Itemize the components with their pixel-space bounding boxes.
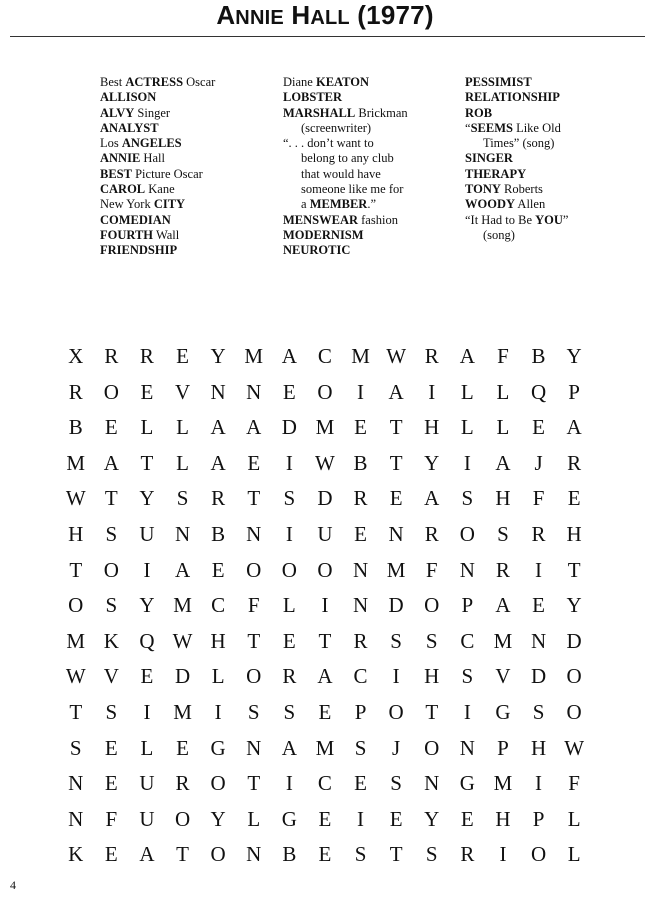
grid-letter: B	[531, 344, 547, 368]
grid-letter: T	[247, 771, 261, 796]
grid-letter: Y	[566, 593, 583, 618]
grid-letter: N	[246, 522, 262, 546]
grid-letter: S	[69, 735, 83, 760]
grid-letter: A	[139, 842, 156, 867]
grid-letter: R	[495, 557, 511, 582]
grid-letter: R	[460, 842, 475, 867]
grid-letter: R	[104, 344, 119, 368]
grid-letter: U	[139, 522, 156, 546]
grid-letter: L	[211, 664, 226, 689]
grid-letter: Q	[139, 628, 156, 653]
grid-letter: M	[386, 557, 406, 582]
grid-letter: R	[282, 664, 297, 689]
grid-letter: L	[140, 415, 154, 440]
grid-letter: M	[315, 735, 335, 760]
grid-letter: S	[532, 700, 545, 724]
word-list-entry: Best ACTRESS Oscar	[100, 75, 216, 89]
word-list-entry: THERAPY	[465, 166, 527, 181]
word-list-entry: PESSIMIST	[465, 75, 532, 89]
grid-letter: S	[247, 700, 261, 724]
grid-letter: M	[351, 344, 371, 368]
grid-letter: C	[317, 771, 333, 796]
grid-letter: Y	[566, 344, 583, 368]
word-column-2	[283, 75, 458, 259]
grid-letter: M	[493, 628, 513, 653]
grid-letter: S	[105, 522, 118, 546]
grid-letter: H	[68, 522, 84, 546]
grid-letter: N	[174, 522, 191, 546]
page-title: ANNIE HALL (1977)	[216, 0, 434, 30]
grid-letter: B	[282, 842, 297, 867]
grid-letter: F	[425, 557, 439, 582]
grid-letter: P	[354, 700, 367, 724]
grid-letter: H	[495, 806, 512, 831]
grid-letter: T	[389, 415, 404, 440]
grid-letter: I	[463, 450, 472, 475]
grid-letter: I	[357, 806, 365, 831]
grid-letter: I	[392, 664, 401, 689]
grid-letter: T	[425, 700, 439, 724]
grid-letter: I	[463, 700, 472, 724]
grid-letter: A	[459, 344, 476, 368]
grid-letter: T	[389, 450, 404, 475]
grid-letter: O	[566, 664, 583, 689]
grid-letter: S	[390, 771, 403, 796]
grid-letter: N	[210, 379, 227, 404]
grid-letter: E	[354, 522, 368, 546]
word-list	[0, 75, 650, 265]
grid-letter: O	[459, 522, 476, 546]
grid-letter: D	[388, 593, 405, 618]
grid-letter: E	[389, 486, 404, 511]
grid-letter: L	[282, 593, 297, 618]
grid-letter: R	[424, 344, 440, 368]
grid-letter: E	[104, 415, 119, 440]
grid-letter: E	[532, 415, 546, 440]
word-list-entry: CAROL Kane	[100, 182, 175, 197]
grid-letter: M	[493, 771, 513, 796]
grid-letter: W	[65, 486, 87, 511]
grid-letter: I	[285, 450, 294, 475]
grid-letter: I	[143, 557, 151, 582]
grid-letter: G	[459, 771, 476, 796]
word-list-entry: “SEEMS Like Old Times” (song)	[465, 120, 561, 151]
grid-letter: D	[174, 664, 191, 689]
word-list-entry: NEUROTIC	[283, 243, 351, 258]
grid-letter: O	[317, 557, 334, 582]
grid-letter: L	[176, 415, 190, 440]
grid-letter: R	[424, 522, 440, 546]
grid-letter: W	[315, 450, 336, 475]
grid-letter: N	[246, 735, 262, 760]
grid-letter: T	[104, 486, 119, 511]
grid-letter: I	[285, 522, 294, 546]
grid-letter: K	[68, 842, 84, 867]
grid-letter: U	[139, 806, 156, 831]
grid-letter: T	[247, 628, 261, 653]
grid-letter: O	[317, 379, 334, 404]
grid-letter: I	[535, 771, 543, 796]
grid-letter: G	[210, 735, 227, 760]
grid-letter: H	[210, 628, 227, 653]
word-list-entry: Diane KEATON	[283, 75, 370, 89]
grid-letter: P	[497, 735, 510, 760]
grid-letter: O	[103, 379, 120, 404]
grid-letter: Y	[139, 593, 156, 618]
grid-letter: E	[354, 771, 368, 796]
grid-letter: T	[176, 842, 190, 867]
grid-letter: L	[567, 806, 582, 831]
grid-letter: O	[174, 806, 191, 831]
grid-letter: A	[281, 735, 298, 760]
grid-letter: L	[460, 415, 475, 440]
grid-letter: N	[68, 806, 84, 831]
word-list-entry: FOURTH Wall	[100, 227, 180, 242]
grid-letter: E	[104, 771, 119, 796]
grid-letter: M	[66, 628, 86, 653]
word-list-entry: COMEDIAN	[100, 212, 171, 227]
grid-letter: S	[176, 486, 189, 511]
word-list-entry: BEST Picture Oscar	[100, 166, 203, 181]
grid-letter: E	[318, 842, 332, 867]
grid-letter: P	[532, 806, 545, 831]
grid-letter: O	[246, 557, 262, 582]
grid-letter: M	[315, 415, 335, 440]
grid-letter: E	[318, 700, 332, 724]
grid-letter: I	[357, 379, 365, 404]
grid-letter: A	[174, 557, 191, 582]
grid-letter: E	[460, 806, 475, 831]
grid-letter: A	[495, 593, 512, 618]
grid-letter: N	[352, 593, 369, 618]
grid-letter: C	[317, 344, 333, 368]
word-column-1	[100, 75, 275, 259]
grid-letter: F	[105, 806, 118, 831]
grid-letter: T	[389, 842, 404, 867]
grid-letter: E	[104, 842, 119, 867]
grid-letter: P	[568, 379, 581, 404]
grid-letter: O	[68, 593, 84, 618]
grid-letter: N	[68, 771, 84, 796]
grid-letter: E	[247, 450, 261, 475]
grid-letter: R	[567, 450, 582, 475]
grid-letter: I	[428, 379, 436, 404]
grid-letter: E	[318, 806, 332, 831]
grid-letter: T	[318, 628, 332, 653]
title-divider	[10, 36, 645, 37]
grid-letter: T	[69, 557, 83, 582]
grid-letter: W	[65, 664, 87, 689]
grid-letter: B	[353, 450, 369, 475]
grid-letter: Y	[424, 450, 440, 475]
grid-letter: H	[495, 486, 512, 511]
grid-letter: S	[354, 842, 367, 867]
grid-letter: S	[354, 735, 367, 760]
word-list-entry: “It Had to Be YOU” (song)	[465, 212, 569, 242]
grid-letter: N	[352, 557, 369, 582]
grid-letter: W	[386, 344, 407, 368]
grid-letter: N	[246, 379, 262, 404]
grid-letter: E	[211, 557, 226, 582]
grid-letter: E	[176, 344, 190, 368]
word-list-entry: ROB	[465, 105, 493, 120]
grid-letter: H	[424, 415, 440, 440]
grid-letter: O	[388, 700, 405, 724]
grid-letter: R	[353, 486, 369, 511]
grid-letter: I	[321, 593, 329, 618]
grid-letter: R	[531, 522, 547, 546]
word-list-entry: WOODY Allen	[465, 197, 546, 212]
word-list-entry: FRIENDSHIP	[100, 243, 178, 258]
grid-letter: S	[497, 522, 510, 546]
grid-letter: M	[173, 593, 193, 618]
grid-letter: M	[66, 450, 86, 475]
grid-letter: S	[425, 628, 439, 653]
word-list-entry: LOBSTER	[283, 90, 343, 105]
grid-letter: C	[353, 664, 369, 689]
word-list-entry: ALLISON	[100, 90, 157, 105]
grid-letter: I	[285, 771, 294, 796]
grid-letter: T	[247, 486, 261, 511]
word-column-3	[465, 75, 640, 243]
grid-letter: L	[140, 735, 154, 760]
grid-letter: X	[68, 344, 84, 368]
grid-letter: E	[176, 735, 190, 760]
grid-letter: N	[424, 771, 440, 796]
grid-letter: U	[317, 522, 334, 546]
grid-letter: T	[140, 450, 154, 475]
grid-letter: E	[282, 628, 297, 653]
grid-letter: D	[281, 415, 298, 440]
grid-letter: P	[461, 593, 474, 618]
grid-letter: A	[495, 450, 512, 475]
grid-letter: A	[317, 664, 334, 689]
grid-letter: O	[210, 842, 227, 867]
grid-letter: D	[530, 664, 547, 689]
grid-letter: A	[210, 415, 227, 440]
grid-letter: E	[140, 379, 154, 404]
grid-letter: R	[175, 771, 191, 796]
word-list-entry: MODERNISM	[283, 227, 364, 242]
grid-letter: E	[567, 486, 582, 511]
grid-letter: S	[105, 593, 118, 618]
grid-letter: M	[244, 344, 264, 368]
grid-letter: O	[103, 557, 120, 582]
word-list-entry: ANALYST	[100, 120, 159, 135]
grid-letter: N	[459, 557, 476, 582]
grid-letter: L	[567, 842, 582, 867]
grid-letter: S	[105, 700, 118, 724]
word-list-entry: Los ANGELES	[100, 136, 182, 151]
grid-letter: T	[567, 557, 582, 582]
word-list-entry: SINGER	[465, 151, 513, 166]
word-list-entry: ALVY Singer	[100, 105, 171, 120]
word-list-entry: “. . . don’t want to belong to any club that would have someone like me for a MEMBER.”	[283, 136, 404, 212]
grid-letter: H	[530, 735, 547, 760]
grid-letter: Q	[530, 379, 547, 404]
grid-letter: O	[566, 700, 583, 724]
word-list-entry: RELATIONSHIP	[465, 90, 560, 105]
grid-letter: O	[424, 735, 440, 760]
grid-letter: T	[69, 700, 83, 724]
grid-letter: D	[317, 486, 334, 511]
grid-letter: H	[566, 522, 583, 546]
grid-letter: L	[247, 806, 261, 831]
grid-letter: O	[530, 842, 547, 867]
grid-letter: E	[282, 379, 297, 404]
grid-letter: N	[459, 735, 476, 760]
grid-letter: R	[353, 628, 369, 653]
grid-letter: V	[174, 379, 191, 404]
grid-letter: E	[532, 593, 546, 618]
grid-letter: I	[143, 700, 151, 724]
grid-letter: A	[246, 415, 262, 440]
grid-letter: K	[103, 628, 120, 653]
grid-letter: Y	[139, 486, 156, 511]
word-list-entry: ANNIE Hall	[100, 151, 165, 166]
grid-letter: B	[68, 415, 84, 440]
grid-letter: A	[566, 415, 583, 440]
grid-letter: D	[566, 628, 583, 653]
grid-letter: B	[211, 522, 226, 546]
grid-letter: I	[499, 842, 507, 867]
grid-letter: R	[68, 379, 84, 404]
grid-letter: L	[496, 415, 510, 440]
grid-letter: F	[568, 771, 581, 796]
grid-letter: U	[139, 771, 156, 796]
grid-letter: C	[460, 628, 475, 653]
grid-letter: S	[283, 486, 296, 511]
grid-letter: E	[104, 735, 119, 760]
grid-letter: C	[211, 593, 226, 618]
grid-letter: J	[534, 450, 544, 475]
grid-letter: R	[139, 344, 155, 368]
grid-letter: E	[389, 806, 404, 831]
grid-letter: F	[497, 344, 510, 368]
grid-letter: L	[496, 379, 510, 404]
grid-letter: S	[461, 664, 474, 689]
word-list-entry: New York CITY	[100, 197, 186, 212]
grid-letter: W	[564, 735, 585, 760]
grid-letter: A	[424, 486, 440, 511]
grid-letter: L	[460, 379, 475, 404]
grid-letter: M	[173, 700, 193, 724]
grid-letter: G	[281, 806, 298, 831]
grid-letter: E	[140, 664, 154, 689]
grid-letter: W	[172, 628, 193, 653]
grid-letter: A	[388, 379, 405, 404]
word-list-entry: MENSWEAR fashion	[283, 212, 398, 227]
grid-letter: R	[211, 486, 226, 511]
grid-letter: A	[103, 450, 120, 475]
grid-letter: H	[424, 664, 440, 689]
grid-letter: N	[530, 628, 547, 653]
grid-letter: A	[281, 344, 298, 368]
grid-letter: L	[176, 450, 190, 475]
grid-letter: N	[388, 522, 405, 546]
grid-letter: G	[495, 700, 512, 724]
grid-letter: J	[392, 735, 401, 760]
word-list-entry: MARSHALL Brickman (screenwriter)	[283, 105, 408, 135]
grid-letter: Y	[424, 806, 440, 831]
grid-letter: Y	[210, 806, 227, 831]
grid-letter: S	[390, 628, 403, 653]
grid-letter: S	[283, 700, 296, 724]
grid-letter: V	[103, 664, 120, 689]
grid-letter: O	[246, 664, 262, 689]
grid-letter: I	[535, 557, 543, 582]
grid-letter: I	[214, 700, 223, 724]
word-list-entry: TONY Roberts	[465, 182, 543, 197]
grid-letter: O	[210, 771, 227, 796]
grid-letter: F	[247, 593, 261, 618]
grid-letter: E	[354, 415, 368, 440]
grid-letter: O	[424, 593, 440, 618]
grid-letter: V	[495, 664, 512, 689]
grid-letter: N	[246, 842, 262, 867]
grid-letter: S	[461, 486, 474, 511]
page-number: 4	[10, 878, 16, 892]
grid-letter: Y	[210, 344, 227, 368]
grid-letter: O	[281, 557, 298, 582]
grid-letter: S	[425, 842, 439, 867]
grid-letter: F	[532, 486, 545, 511]
grid-letter: A	[210, 450, 227, 475]
